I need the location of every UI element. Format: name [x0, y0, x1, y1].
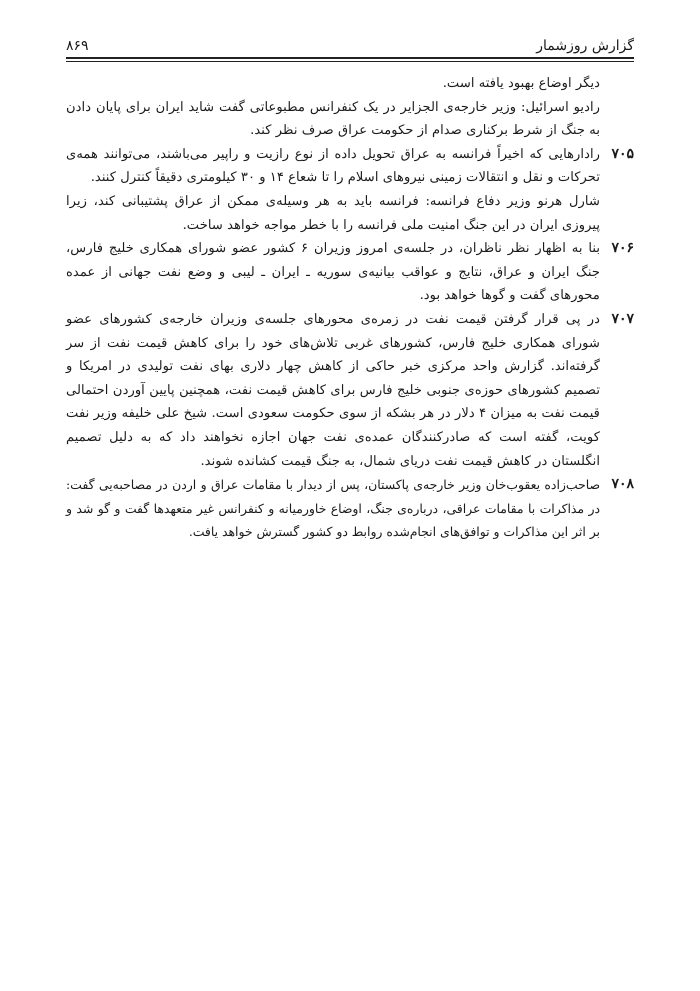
entry-text: صاحب‌زاده یعقوب‌خان وزیر خارجه‌ی پاکستان، پس از دیدار با مقامات عراق و اردن در مصاحبه‌یی گفت: در مذاکرات با مقامات عراقی، درباره‌ی جنگ، اوضاع خاورمیانه و کنفرانس غیر متعهدها گفت و گو شد و بر اثر این مذاکرات و توافق‌های انجام‌شده روابط دو کشور گسترش خواهد یافت. [66, 477, 600, 540]
header-rule [66, 57, 634, 59]
entry-705 [66, 143, 634, 237]
running-title: گزارش روزشمار [536, 38, 634, 54]
paragraph: دیگر اوضاع بهبود یافته است. [442, 76, 600, 91]
page-number: ۸۶۹ [66, 38, 89, 54]
entry-707 [66, 308, 634, 473]
body-text [66, 72, 634, 544]
entry-text: رادارهایی که اخیراً فرانسه به عراق تحویل داده از نوع رازیت و راپیر می‌باشند، می‌توانند همه‌ی تحرکات و نقل و انتقالات زمینی نیروهای اسلام را تا شعاع ۱۴ و ۳۰ کیلومتری دقیقاً کنترل کنند. [66, 146, 600, 186]
entry-text: بنا به اظهار نظر ناظران، در جلسه‌ی امروز وزیران ۶ کشور عضو شورای همکاری خلیج فارس، جنگ ایران و عراق، نتایج و عواقب بیانیه‌ی سوریه ـ ایران ـ لیبی و وضع نفت جهانی از عمده محورهای گفت و گوها خواهد بود. [66, 241, 600, 304]
entry-number: ۷۰۸ [611, 476, 634, 493]
entry-text: در پی قرار گرفتن قیمت نفت در زمره‌ی محورهای جلسه‌ی وزیران خارجه‌ی کشورهای عضو شورای همکاری خلیج فارس، کشورهای غربی تلاش‌های خود را برای کاهش قیمت نفت از سر گرفته‌اند. گزارش واحد مرکزی خبر حاکی از کاهش چهار دلاری بهای نفت تولیدی در امریکا و تصمیم کشورهای حوزه‌ی جنوبی خلیج فارس برای کاهش قیمت نفت، همچنین پایین آوردن احتمالی قیمت نفت به میزان ۴ دلار در هر بشکه از سوی حکومت سعودی است. شیخ علی خلیفه وزیر نفت کویت، گفته است که صادرکنندگان عمده‌ی نفت جهان اجازه نخواهند داد که به دلیل تصمیم انگلستان در کاهش قیمت نفت دریای شمال، به جنگ قیمت کشانده شوند. [66, 311, 600, 469]
paragraph: رادیو اسرائیل: وزیر خارجه‌ی الجزایر در یک کنفرانس مطبوعاتی گفت شاید ایران برای پایان دادن به جنگ از شرط برکناری صدام از حکومت عراق صرف نظر کند. [66, 99, 600, 139]
entry-708 [66, 473, 634, 544]
entry-extra: شارل هرنو وزیر دفاع فرانسه: فرانسه باید به هر وسیله‌ی ممکن از عراق پشتیبانی کند، زیرا پیروزی ایران در این جنگ امنیت ملی فرانسه را با خطر مواجه خواهد ساخت. [66, 193, 600, 233]
entry-number: ۷۰۵ [611, 145, 634, 162]
header-rule-thin [66, 61, 634, 62]
entry-number: ۷۰۶ [611, 240, 634, 257]
entry-number: ۷۰۷ [611, 310, 634, 327]
entry-706 [66, 237, 634, 308]
running-header [66, 32, 634, 54]
